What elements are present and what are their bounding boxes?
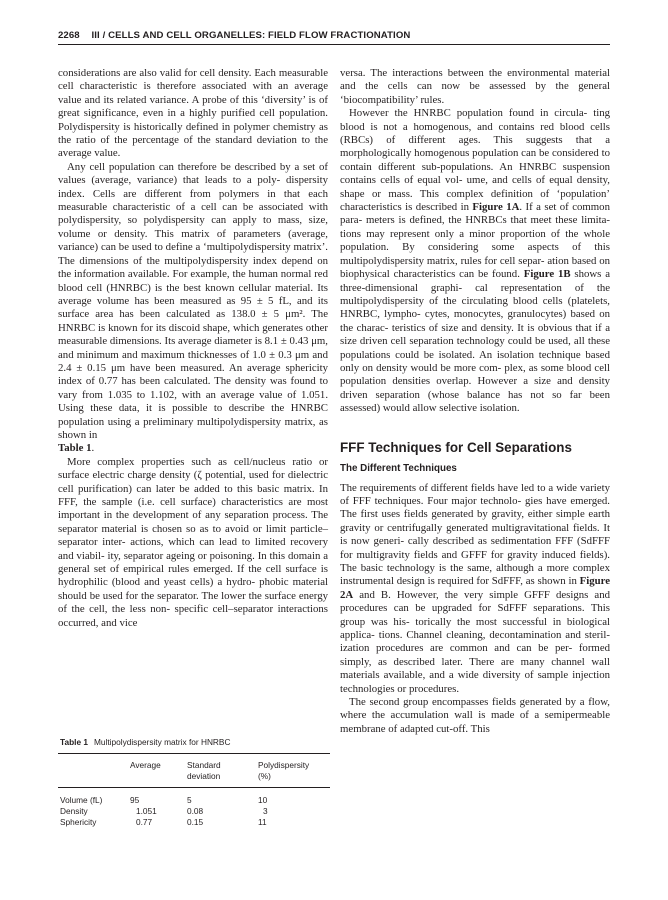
text-line: A probe of this ‘diversity’ is of great significance, even: [58, 93, 328, 120]
right-column: [340, 67, 610, 736]
text-line: The requirements of different fields have led to a: [340, 481, 554, 494]
paragraph: [58, 161, 328, 443]
figure-ref: Figure 1A: [472, 201, 520, 214]
text-line: upgraded for SdFFF separations. This group was his-: [340, 602, 611, 628]
text-line: selective isolation.: [439, 402, 520, 415]
table-cell-sd: 0.15: [187, 817, 204, 827]
text-line: circulating blood cells (platelets, HNRBC, lympho-: [340, 294, 610, 321]
text-line: 138.0 ± 5 μm². The HNRBC is known for its discoid: [58, 308, 328, 334]
text-line: of the percentage of the standard deviation to the: [100, 134, 328, 147]
text-line: material and the cells can now be assessed by the: [340, 67, 610, 93]
figure-ref: Figure 1B: [523, 268, 571, 281]
text-line: ting blood is not a homogenous, and contains red: [340, 107, 611, 133]
text-line: fields). The basic technology is the same, although: [340, 548, 610, 574]
text-line: or surface electric charge density (ζ potential, used for: [58, 455, 328, 482]
text-line: wide variety of FFF techniques. Four major technolo-: [340, 481, 610, 507]
text-line: that each measurable characteristic of a cell can be: [58, 187, 329, 214]
text-line: considerations are also valid for cell density. Each: [58, 67, 276, 79]
text-line: 2.4 ± 0.15 μm have been measured. An average: [58, 361, 281, 374]
text-line: very simple GFFF designs and procedures can be: [340, 588, 611, 615]
text-line: these populations could be isolated. An isolation: [340, 335, 611, 361]
text-line: generated multigravitational fields. It is now generi-: [340, 521, 611, 548]
text-line: multigravity fields and GFFF for gravity induced: [356, 548, 576, 561]
text-line: cytes, monocytes, granulocytes) based on the charac-: [340, 308, 610, 334]
table-cell-average: 1.051: [136, 806, 157, 816]
table-column-header: Polydispersity: [258, 760, 310, 770]
text-line: cell (HNRBC) is the best known cellular material. Its: [86, 281, 329, 294]
figure-ref: Figure 2A: [340, 575, 610, 601]
text-line: measurable cell characteristic is therefore associated: [58, 67, 328, 93]
text-line: a set of values (average, variance) that leads to a poly-: [58, 160, 328, 187]
text-line: tions may represent only a minor proportion of the: [340, 227, 579, 240]
text-line: a preliminary multipolydispersity matrix, as shown in: [58, 415, 329, 441]
text-line: available. For example, the human normal red blood: [58, 268, 329, 294]
table-head-rule: [58, 787, 330, 788]
text-line: cal representation of the multipolydispersity of the: [340, 281, 611, 307]
table-column-header: Standard: [187, 760, 221, 770]
text-line: ization procedures are common and can be per-: [340, 642, 573, 655]
text-line: specific cell–separator interactions occurred, and vice: [58, 603, 328, 629]
section-heading: FFF Techniques for Cell Separations: [340, 439, 572, 455]
text-line: described in Figure 1A. If a set of common para-: [340, 201, 610, 227]
text-line: lower the surface energy of the cell, the less non-: [58, 589, 328, 616]
text-line: versa. The interactions between the environmental: [340, 67, 570, 79]
text-line: chosen so as to avoid or limit particle–separator inter-: [58, 522, 329, 549]
text-line: historically defined in polymer chemistry as the ratio: [58, 120, 328, 147]
page-number: 2268: [58, 30, 80, 41]
table-cell-polydispersity: 11: [258, 817, 267, 827]
text-line: multipolydispersity index depend on the information: [58, 254, 328, 281]
text-line: with an average value and its related variance.: [58, 80, 328, 106]
text-line: gravity, either simple earth gravity or centrifugally: [340, 508, 611, 534]
table-cell-average: 95: [130, 795, 140, 805]
table-column-header: (%): [258, 771, 271, 781]
table-cell-polydispersity: 3: [263, 806, 268, 816]
text-line: SdFFF, as shown in Figure 2A and B. However, the: [340, 575, 610, 601]
table-cell-sd: 0.08: [187, 806, 204, 816]
table-column-header: deviation: [187, 771, 221, 781]
text-line: meters is defined, the HNRBCs that meet these limita-: [365, 214, 610, 227]
text-line: an average value of 1.051. Using these data, it is: [58, 388, 329, 415]
text-line: However a size and density driven separation (whose: [340, 375, 610, 401]
text-line: characteristics are most important in the development: [58, 496, 329, 522]
text-line: surface is hydrophilic (blood and yeast cells) a hydro-: [58, 563, 328, 589]
text-line: in a highly purified cell population. Polydispersity is: [58, 107, 328, 133]
text-line: apply to mass, size, volume or density. This matrix of: [58, 214, 329, 240]
text-line: found. Figure 1B shows a three-dimensional graphi-: [340, 268, 611, 294]
text-line: teristics of size and density. It is obvious that if a size: [340, 321, 611, 348]
text-line: complex definition of ‘population’ characteristics is: [340, 187, 610, 214]
text-line: driven cell separation technology could be used, all: [359, 335, 585, 348]
table-reference-line: Table 1.: [58, 442, 95, 455]
text-line: dielectric cell purification) can later be added to this: [58, 469, 328, 495]
text-line: More complex properties such as cell/nucleus ratio: [67, 455, 313, 468]
table-label: Table 1: [60, 737, 88, 747]
text-line: However the HNRBC population found in circula-: [349, 107, 588, 120]
paragraph: [340, 696, 610, 736]
table-row-label: Density: [60, 806, 88, 816]
table-column-header: Average: [130, 760, 161, 770]
left-column: [58, 67, 328, 630]
paragraph: [340, 107, 610, 415]
text-line: a ‘multipolydispersity matrix’. The dimensions of the: [58, 241, 329, 267]
text-line: dispersity index. Cells are different from polymers in: [58, 174, 328, 200]
text-line: density was found to vary from 1.035 to 1.102, with: [58, 375, 328, 401]
subsection-heading: The Different Techniques: [340, 462, 457, 474]
text-line: channel wall materials available, and a wide diversity: [340, 655, 610, 682]
text-line: of sample injection technologies or procedures.: [340, 669, 610, 695]
text-line: possible to describe the HNRBC population using: [58, 402, 328, 428]
table-cell-sd: 5: [187, 795, 192, 805]
text-line: ume, and cells of equal density, shape or mass. This: [340, 174, 610, 200]
table-row-label: Sphericity: [60, 817, 97, 827]
text-line: a flow, where the accumulation wall is made of a: [340, 696, 610, 722]
text-line: phobic material should be used for the separator. The: [58, 576, 328, 602]
text-line: average value.: [58, 147, 121, 160]
text-line: be considered to contain different sub-populations.: [340, 147, 610, 173]
text-line: that a morphologically homogenous population can: [340, 134, 611, 160]
text-line: plex, as some blood cell population densities overlap.: [340, 361, 610, 388]
running-title: III / CELLS AND CELL ORGANELLES: FIELD FLOW FRACTIONATION: [91, 30, 411, 41]
text-line: actions, which can lead to limited recovery and viabil-: [58, 536, 328, 562]
table-top-rule: [58, 753, 330, 754]
text-line: ity, separator ageing or poisoning. In this domain: [107, 549, 321, 562]
text-line: gies have emerged. The first uses fields generated by: [340, 494, 611, 521]
text-line: whole population. By considering some aspects of: [340, 227, 610, 254]
text-line: cally described as sedimentation FFF (SdFFF for: [340, 535, 611, 561]
paragraph: [340, 67, 610, 107]
paragraph: [340, 482, 610, 697]
table-cell-polydispersity: 10: [258, 795, 268, 805]
text-line: a more complex instrumental design is required for: [340, 562, 610, 588]
text-line: The second group encompasses fields generated by: [349, 696, 577, 709]
text-line: ation based on biophysical characteristics can be: [340, 254, 610, 281]
text-line: a general set of empirical rules emerged. If the cell: [58, 549, 328, 576]
text-line: general ‘biocompatibility’ rules.: [340, 80, 610, 106]
text-line: and its surface area has been calculated as: [58, 294, 329, 321]
text-line: balance has not so far been assessed) would allow: [340, 388, 610, 415]
text-line: this multipolydispersity matrix, rules for cell separ-: [340, 241, 610, 267]
table-cell-average: 0.77: [136, 817, 153, 827]
table-ref: Table 1: [58, 442, 92, 455]
table-row-label: Volume (fL): [60, 795, 103, 805]
text-line: and maximum thicknesses of 1.0 ± 0.3 μm and: [122, 348, 328, 361]
text-line: associated with polydispersity, so polydispersity can: [58, 201, 329, 227]
table-caption-text: Multipolydispersity matrix for HNRBC: [93, 737, 231, 747]
text-line: shape, which generates other measurable dimensions.: [58, 321, 328, 348]
text-line: tions. Channel cleaning, decontamination and steril-: [378, 629, 610, 642]
text-line: Any cell population can therefore be described by: [67, 160, 291, 173]
text-line: average volume has been measured as 95 ± 5 fL,: [58, 294, 292, 307]
text-line: An HNRBC suspension contains cells of equal vol-: [340, 160, 611, 187]
text-line: blood cells (RBCs) of different ages. This suggests: [340, 120, 610, 147]
text-line: technique based only on density would be more com-: [340, 348, 610, 374]
header-rule: [58, 44, 610, 45]
text-line: semipermeable membrane of adapted cut-off. This: [340, 709, 611, 735]
text-line: of any separation process. The separator material is: [58, 509, 329, 535]
text-line: formed simply, as described later. There are many: [340, 642, 611, 668]
text-line: basic matrix. In FFF, the sample (i.e. cell surface): [58, 482, 329, 508]
text-line: parameters (average, variance) can be used to define: [58, 227, 328, 254]
running-header: [58, 30, 610, 41]
table-caption: [60, 737, 230, 747]
text-line: sphericity index of 0.77 has been calculated. The: [58, 361, 329, 388]
paragraph: [58, 67, 328, 161]
paragraph: [58, 456, 328, 630]
text-line: Its average diameter is 8.1 ± 0.43 μm, and minimum: [58, 335, 328, 361]
text-line: torically the most successful in biological applica-: [340, 615, 611, 642]
